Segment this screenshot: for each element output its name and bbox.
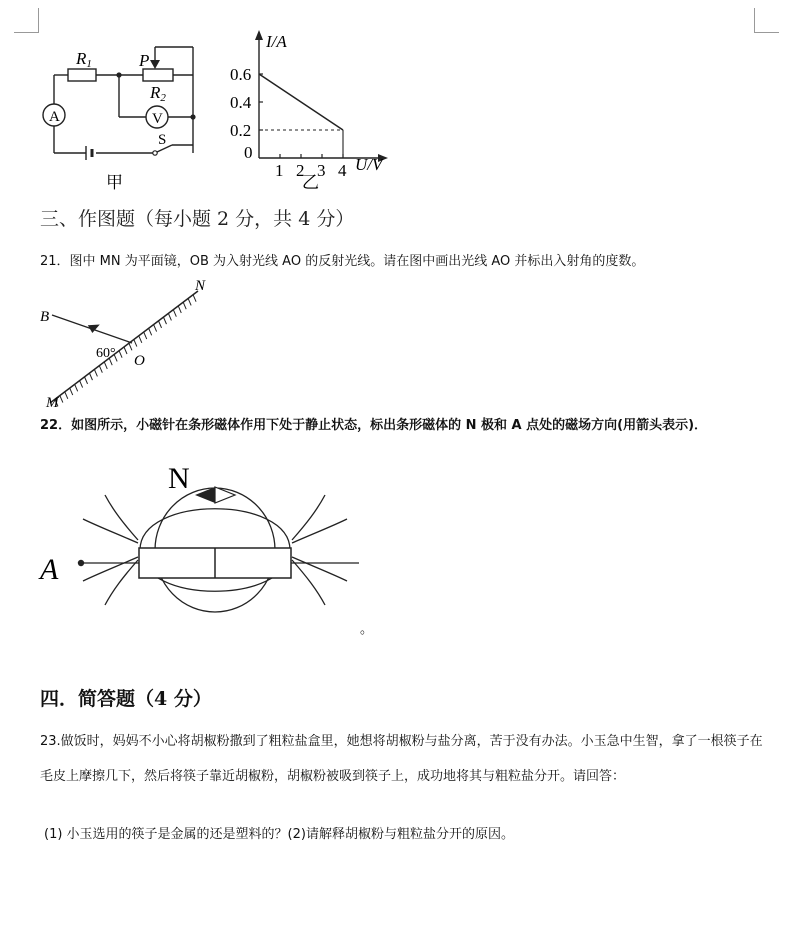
label-m: M <box>46 395 59 410</box>
page-corner-mark-right <box>754 8 779 33</box>
series-line <box>259 74 343 130</box>
x-tick-label: 2 <box>296 161 305 180</box>
section3-title: 三、作图题（每小题 2 分，共 4 分） <box>40 208 355 230</box>
y-axis-arrow-icon <box>255 30 263 40</box>
question-22-text: 22．如图所示，小磁针在条形磁体作用下处于静止状态，标出条形磁体的 N 极和 A 点处的磁场方向(用箭头表示)． <box>40 418 708 433</box>
label-r2: R2 <box>150 83 166 104</box>
label-b: B <box>40 309 50 325</box>
label-p: P <box>139 51 150 70</box>
x-tick-label: 3 <box>317 161 326 180</box>
label-n: N <box>195 278 206 294</box>
y-axis-label: I/A <box>266 32 287 51</box>
circuit-diagram-jia <box>0 0 230 200</box>
slider-arrow-icon <box>150 60 160 69</box>
y-tick-label: 0.2 <box>230 121 252 140</box>
label-r1: R1 <box>76 49 92 70</box>
y-tick-label: 0.4 <box>230 93 252 112</box>
graph-yi <box>230 20 400 200</box>
resistor-r1 <box>68 69 96 81</box>
resistor-r2 <box>143 69 173 81</box>
label-o: O <box>134 353 145 369</box>
y-tick-label: 0.6 <box>230 65 252 84</box>
question-23-text: 23.做饭时，妈妈不小心将胡椒粉撒到了粗粒盐盒里，她想将胡椒粉与盐分离，苦于没有办法。小玉急中生智，拿了一根筷子在毛皮上摩擦几下，然后将筷子靠近胡椒粉，胡椒粉被吸到筷子上，成功地将其与粗粒盐分开。请回答： <box>40 734 763 784</box>
x-axis-label: U/V <box>355 155 383 174</box>
label-voltmeter: V <box>152 111 163 127</box>
section4-title: 四．简答题（4 分） <box>40 688 212 710</box>
question-21-text: 21．图中 MN 为平面镜，OB 为入射光线 AO 的反射光线。请在图中画出光线 AO 并标出入射角的度数。 <box>40 254 645 269</box>
switch-icon <box>153 151 157 155</box>
label-compass-n: N <box>168 462 190 495</box>
x-tick-label: 1 <box>275 161 284 180</box>
label-a: A <box>40 553 59 586</box>
label-ammeter: A <box>49 109 60 125</box>
trailing-period: 。 <box>360 621 374 636</box>
angle-label: 60° <box>96 346 116 361</box>
origin-label: 0 <box>244 143 253 162</box>
point-a <box>78 560 84 566</box>
mirror-diagram <box>30 275 220 410</box>
magnet-diagram <box>35 455 385 645</box>
question-23-subquestions: (1) 小玉选用的筷子是金属的还是塑料的？(2)请解释胡椒粉与粗粒盐分开的原因。 <box>44 827 514 842</box>
caption-yi: 乙 <box>302 173 319 192</box>
label-switch: S <box>158 132 167 148</box>
x-tick-label: 4 <box>338 161 347 180</box>
caption-jia: 甲 <box>106 173 123 192</box>
